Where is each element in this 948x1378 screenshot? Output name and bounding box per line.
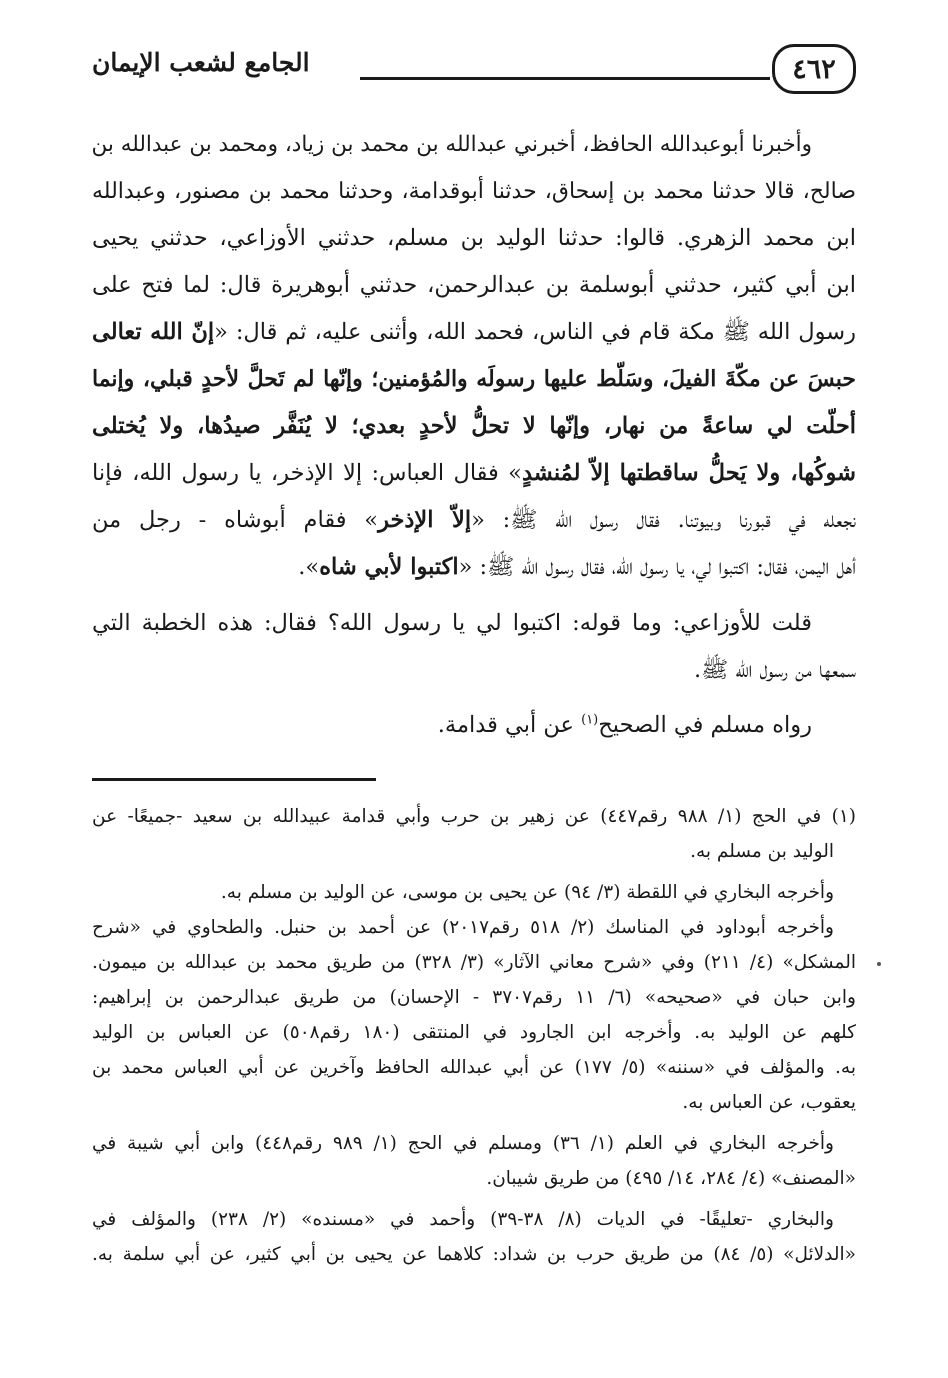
footnote-line: «المصنف» (٤/ ٢٨٤، ١٤/ ٤٩٥) من طريق شيبان.	[486, 1168, 856, 1189]
footnote-line: وأخرجه البخاري في العلم (١/ ٣٦) ومسلم في الحج (١/ ٩٨٩ رقم٤٤٨) وابن أبي شيبة في	[92, 1133, 834, 1154]
footnote-paragraph	[92, 1202, 856, 1272]
question-paragraph	[92, 600, 856, 694]
text-line: وأخبرنا أبوعبدالله الحافظ، أخبرني عبدالله بن محمد بن زياد، ومحمد بن عبدالله بن	[91, 132, 812, 157]
text-line: حبسَ عن مكّةَ الفيلَ، وسَلّط عليها رسولَه والمُؤمنين؛ وإنّها لم تَحلَّ لأحدٍ قبلي، وإنما	[92, 366, 856, 392]
text-line: نجعله في قبورنا وبيوتنا. فقال رسول الله ﷺ: «إلاّ الإذخر» فقام أبوشاه - رجل من	[92, 507, 857, 533]
footnote-line: كلهم عن الوليد به. وأخرجه ابن الجارود في المنتقى (١٨٠ رقم٥٠٨) عن العباس بن الوليد	[92, 1022, 856, 1043]
footnote-line: وأخرجه أبوداود في المناسك (٢/ ٥١٨ رقم٢٠١٧) عن أحمد بن حنبل. والطحاوي في «شرح	[92, 917, 834, 938]
footnote-line: يعقوب، عن العباس به.	[682, 1092, 856, 1113]
footnote-separator	[92, 778, 376, 781]
footnote-line: وأخرجه البخاري في اللقطة (٣/ ٩٤) عن يحيى بن موسى، عن الوليد بن مسلم به.	[220, 882, 834, 903]
footnote-ref[interactable]: (١)	[581, 712, 599, 728]
footnote-paragraph	[92, 1126, 856, 1196]
main-text	[92, 121, 856, 749]
text-line: أهل اليمن، فقال: اكتبوا لي، يا رسول الله، فقال رسول الله ﷺ: «اكتبوا لأبي شاه».	[298, 554, 856, 580]
text-line: صالح، قالا حدثنا محمد بن إسحاق، حدثنا أبوقدامة، وحدثنا محمد بن مصنور، وعبدالله	[92, 179, 856, 204]
footnote-paragraph	[92, 875, 856, 910]
text-line: رواه مسلم في الصحيح$^{(١)}$ عن أبي قدامة.	[437, 712, 812, 738]
footnote-line: به. والمؤلف في «سننه» (٥/ ١٧٧) عن أبي عبدالله الحافظ وآخرين عن أبي العباس محمد بن	[92, 1057, 856, 1078]
footnote-line: «الدلائل» (٥/ ٨٤) من طريق حرب بن شداد: كلاهما عن يحيى بن أبي كثير، عن أبي سلمة به.	[92, 1244, 856, 1265]
footnote-paragraph	[92, 799, 856, 869]
scan-speck	[877, 962, 881, 966]
footnote-line: والبخاري -تعليقًا- في الديات (٨/ ٣٨-٣٩) وأحمد في «مسنده» (٢/ ٢٣٨) والمؤلف في	[92, 1209, 834, 1230]
footnote-line: (١) في الحج (١/ ٩٨٨ رقم٤٤٧) عن زهير بن حرب وأبي قدامة عبيدالله بن سعيد -جميعًا- عن	[92, 806, 856, 827]
page-header	[92, 44, 856, 102]
running-title: الجامع لشعب الإيمان	[92, 48, 310, 77]
narration-paragraph	[92, 702, 856, 749]
text-line: شوكُها، ولا يَحلُّ ساقطتها إلاّ لمُنشدٍ» فقال العباس: إلا الإذخر، يا رسول الله، فإنا	[92, 460, 856, 486]
hadith-text	[92, 121, 856, 591]
text-line: أحلّت لي ساعةً من نهار، وإنّها لا تحلُّ لأحدٍ بعدي؛ لا يُنَفَّر صيدُها، ولا يُختلى	[92, 413, 856, 439]
text-line: رسول الله ﷺ مكة قام في الناس، فحمد الله، وأثنى عليه، ثم قال: «إنّ الله تعالى	[92, 319, 856, 345]
footnote-line: الوليد بن مسلم به.	[690, 841, 834, 862]
footnote-line: وابن حبان في «صحيحه» (٦/ ١١ رقم٣٧٠٧ - الإحسان) من طريق عبدالرحمن بن إبراهيم:	[92, 987, 856, 1008]
text-line: ابن محمد الزهري. قالوا: حدثنا الوليد بن مسلم، حدثني الأوزاعي، حدثني يحيى	[92, 225, 856, 251]
page-number: ٤٦٢	[772, 44, 856, 94]
footnotes	[92, 799, 856, 1272]
footnote-paragraph	[92, 910, 856, 1120]
header-rule	[360, 77, 770, 80]
text-line: ابن أبي كثير، حدثني أبوسلمة بن عبدالرحمن، حدثني أبوهريرة قال: لما فتح على	[92, 272, 856, 298]
text-line: قلت للأوزاعي: وما قوله: اكتبوا لي يا رسول الله؟ فقال: هذه الخطبة التي	[92, 610, 812, 636]
text-line: سمعها من رسول الله ﷺ.	[694, 657, 856, 683]
footnote-line: المشكل» (٤/ ٢١١) وفي «شرح معاني الآثار» (٣/ ٣٢٨) من طريق محمد بن عبدالله بن ميمون.	[92, 952, 856, 973]
